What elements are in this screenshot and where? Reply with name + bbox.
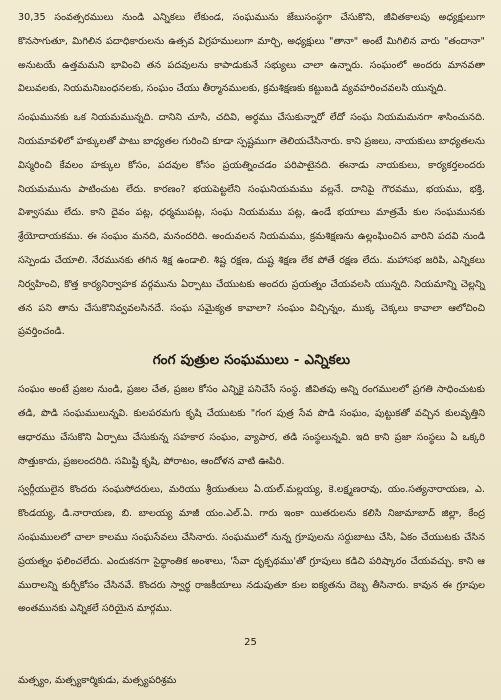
paragraph: 30,35 సంవత్సరములు నుండి ఎన్నికలు లేకుండ, సంఘమును జేబుసంస్థగా చేసుకొని, జీవితకాలపు అధ్యక్షులుగా కొనసాగుతూ, మిగిలిన పదాధికారులను ఉత్సవ విగ్రహములుగా మార్చి, అధ్యక్షులు "తానా" అంటే మిగిలిన వారు "తందానా" అనుటయే ఉత్తమమని భావించి తన పదవులను కాపాడుకునే సభ్యులు చాలా ఉన్నారు. సంఘంలో అందరు మానవతా విలువలకు, నియమనిబంధనలకు, సంఘం చేయు తీర్మానములకు, క్రమశిక్షణకు కట్టుబడి వ్యవహరించవలసి యున్నది. <box>18 12 485 95</box>
paragraph: సంఘం అంటే ప్రజల నుండి, ప్రజల చేత, ప్రజల కోసం ఎన్నికై పనిచేసే సంస్థ. జీవితపు అన్ని రంగములలో ప్రగతి సాధించుటకు తడి, పొడి సంఘములున్నవి. కులపరమగు కృషి చేయుటకు "గంగ పుత్ర సేవ పొడి సంఘం, పుట్టుకతో వచ్చిన కులవృత్తిని ఆధారము చేసుకొని ఏర్పాటు చేసుకున్న సహకార సంఘం, వ్యాపార, తడి సంస్థలున్నవి. ఇది కాని ప్రజా సంస్థలు ఏ ఒక్కరి సొత్తుకాదు, ప్రజలందరిది. సమిష్టి కృషి, పోరాటం, ఆందోళన వాటి ఊపిరి. <box>18 384 485 467</box>
section-heading: గంగ పుత్రుల సంఘములు - ఎన్నికలు <box>152 352 351 369</box>
page-number: 25 <box>244 637 257 648</box>
footer-line: మత్స్యం, మత్స్యకార్మికుడు, మత్స్యపరిశ్రమ <box>18 675 177 686</box>
paragraph: సంఘమునకు ఒక నియమమున్నది. దానిని చూసి, చదివి, అర్థము చేసుకున్నారో లేదో సంఘ నియమమనగా శాసించునది. నియమావళిలో హక్కులతో పాటు బాధ్యతల గురించి కూడా స్పష్టముగా తెలియచేసినారు. కాని ప్రజలు, నాయకులు బాధ్యతలను విస్మరించి కేవలం హక్కుల కోసం, పదవుల కోసం ప్రయత్నించడం పరిపాటైనది. ఈనాడు నాయకులు, కార్యకర్తలందరు నియమమును పాటించుట లేదు. కారణం? భయపెట్టలేని సంఘనియమము వల్లనే. దానిపై గౌరవము, భయము, భక్తి, విశ్వాసము లేదు. కాని దైవం పట్ల, ధర్మముపట్ల, సంఘ నియమము పట్ల, ఉండే భయాలు మాత్రమే కుల సంఘమునకు శ్రేయోదాయకము. ఈ సంఘం మనది, మనందరిది. అందువలన నియమము, క్రమశిక్షణను ఉల్లంఘించిన వారిని పదవి నుండి సస్పెండు చేయాలి. నేరమునకు తగిన శిక్ష ఉండాలి. శిష్ట రక్షణ, దుష్ట శిక్షణ లేక పోతే రక్షణ లేదు. మహాసభ జరిపి, ఎన్నికలు నిర్వహించి, కొత్త కార్యనిర్వాహక వర్గమును ఏర్పాటు చేయుటకు అందరు ప్రయత్నం చేయవలసి యున్నది. నియమాన్ని చెల్లన్ని తన పని తాను చేసుకొనివ్వవలసినదే. సంఘ సమైక్యత కావాలా? సంఘం విచ్చిన్నం, ముక్క చెక్కలు కావాలా ఆలోచించి ప్రవర్తించండి. <box>18 112 485 338</box>
paragraph: స్వర్గీయులైన కొందరు సంఘసోదరులు, మరియు శ్రీయుతులు ఏ.యల్.మల్లయ్య, కె.లక్ష్మణరావు, యం.సత్యనారాయణ, ఎ. కొండయ్య, డి.నారాయణ, బి. బాలయ్య మాజీ యం.ఎల్.ఏ. గారు ఇంకా యితరులను కలిసి నిజామాబాద్ జిల్లా, కేంద్ర సంఘములలో చాలా కాలము సంఘసేవలు చేసినారు. సంఘములో నున్న గ్రూపులను సర్దుబాటు చేసి, ఏకం చేయుటకు చేసిన ప్రయత్నం ఫలించలేదు. ఎందుకనగా సైద్ధాంతిక అంశాలు, 'సేవా దృక్పథము'తో గ్రూపులు కడిచి పరిష్కారం చేయవచ్చు. కాని ఆ మురాలన్ని కుర్చీకోసం చేసినవే. కొందరు స్వార్థ రాజకీయాలు నడుపుతూ కుల ఐక్యతను దెబ్బ తీసినారు. కావున ఈ గ్రూపుల అంతమునకు ఎన్నికలే సరియైన మార్గము. <box>18 484 485 615</box>
